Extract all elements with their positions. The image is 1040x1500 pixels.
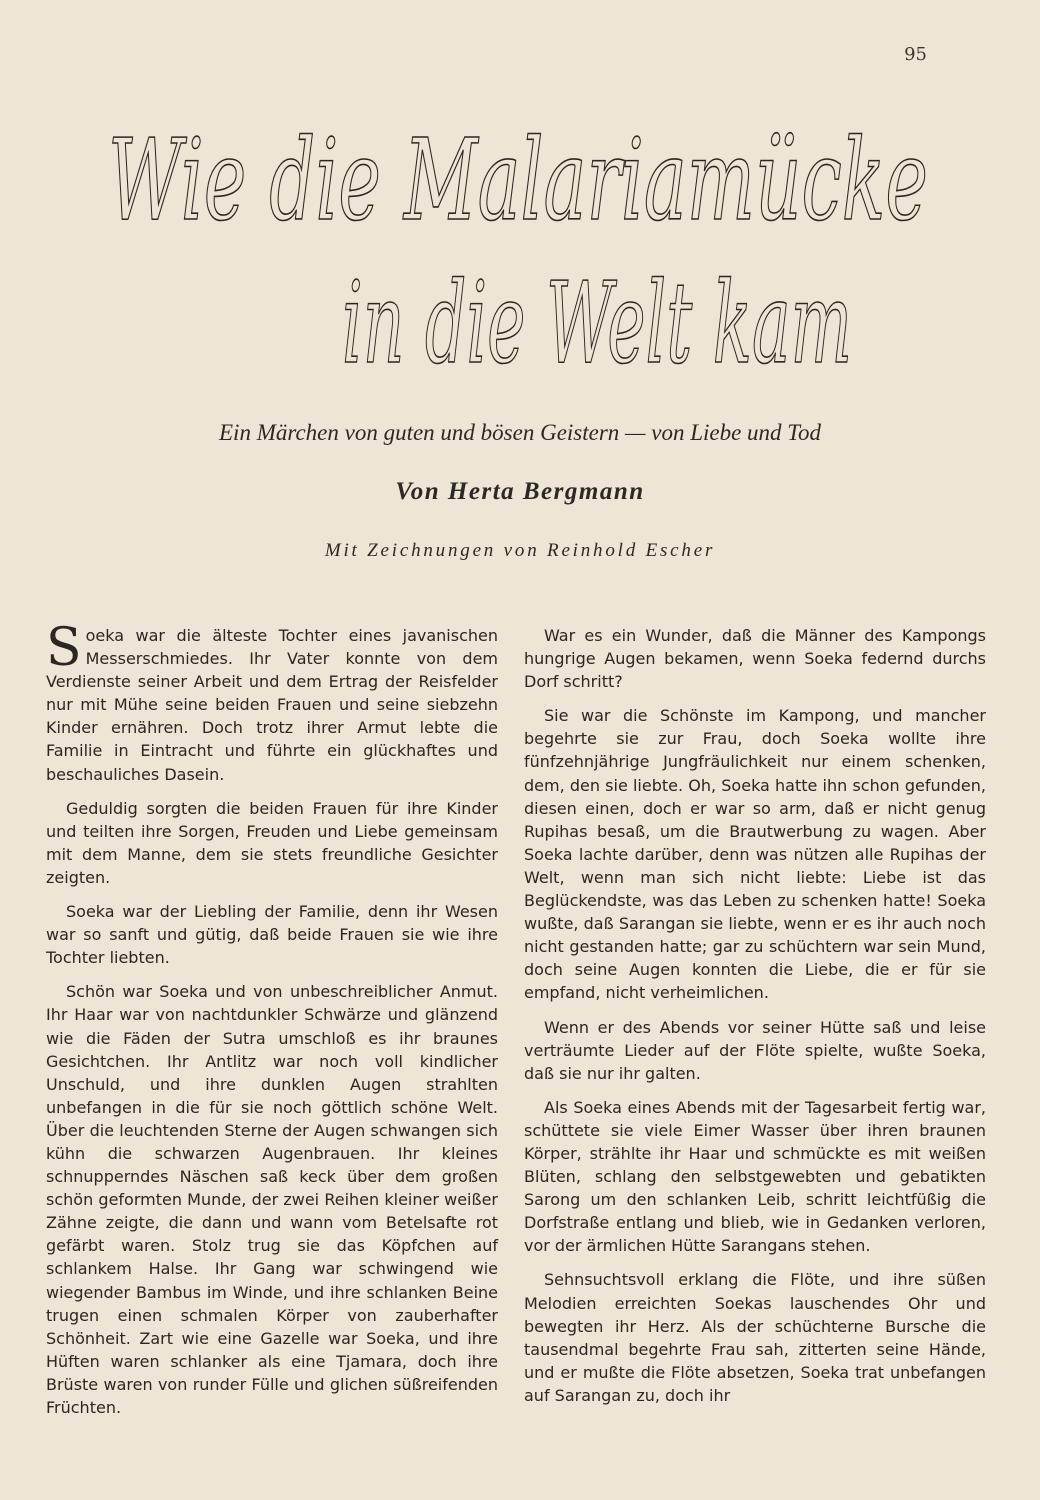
left-column — [46, 618, 498, 1430]
right-column — [524, 624, 986, 1418]
drop-cap: S — [46, 618, 82, 678]
title-line-2: in die Welt kam — [342, 259, 852, 384]
paragraph: Soeka war der Liebling der Familie, denn ihr Wesen war so sanft und gütig, daß beide Frauen sie wie ihre Tochter liebten. — [46, 902, 498, 968]
illustrator-credit: Mit Zeichnungen von Reinhold Escher — [324, 540, 716, 561]
paragraph: Sehnsuchtsvoll erklang die Flöte, und ihre süßen Melodien erreichten Soekas lauschendes Ohr und bewegten ihr Herz. Als der schüchterne Bursche die tausendmal begehrte Frau sah, zitterten seine Hände, und er mußte die Flöte absetzen, Soeka trat unbefangen auf Sarangan zu, doch ihr — [524, 1270, 986, 1405]
paragraph: Schön war Soeka und von unbeschreiblicher Anmut. Ihr Haar war von nachtdunkler Schwärze und glänzend wie die Fäden der Sutra umschloß es ihr braunes Gesichtchen. Ihr Antlitz war noch voll kindlicher Unschuld, und ihre dunklen Augen strahlten unbefangen in die für sie noch göttlich schöne Welt. Über die leuchtenden Sterne der Augen schwangen sich kühn die schwarzen Augenbrauen. Ihr kleines schnupperndes Näschen saß keck über dem großen schön geformten Munde, der zwei Reihen kleiner weißer Zähne zeigte, die dann und wann vom Betelsafte rot gefärbt waren. Stolz trug sie das Köpfchen auf schlankem Halse. Ihr Gang war schwingend wie wiegender Bambus im Winde, und ihre schlanken Beine trugen einen schmalen Körper von zauberhafter Schönheit. Zart wie eine Gazelle war Soeka, und ihre Hüften waren schlanker als eine Tjamara, doch ihre Brüste waren von runder Fülle und glichen süßreifenden Früchten. — [46, 982, 498, 1417]
paragraph: War es ein Wunder, daß die Männer des Kampongs hungrige Augen bekamen, wenn Soeka federnd durchs Dorf schritt? — [524, 626, 986, 692]
author-byline: Von Herta Bergmann — [395, 478, 645, 505]
paragraph: Geduldig sorgten die beiden Frauen für ihre Kinder und teilten ihre Sorgen, Freuden und Liebe gemeinsam mit dem Manne, dem sie stets freundliche Gesichter zeigten. — [46, 798, 498, 887]
paragraph: Als Soeka eines Abends mit der Tagesarbeit fertig war, schüttete sie viele Eimer Wasser über ihren braunen Körper, strählte ihr Haar und schmückte es mit weißen Blüten, schlang den selbstgewebten und gebatikten Sarong um den schlanken Leib, schritt leichtfüßig die Dorfstraße entlang und blieb, wie in Gedanken verloren, vor der ärmlichen Hütte Sarangans stehen. — [524, 1097, 986, 1256]
paragraph: Wenn er des Abends vor seiner Hütte saß und leise verträumte Lieder auf der Flöte spielte, wußte Soeka, daß sie nur ihr galten. — [524, 1017, 986, 1083]
paragraph — [46, 618, 498, 786]
handwritten-title — [104, 84, 944, 384]
title-line-1: Wie die Malariamücke — [108, 116, 928, 246]
paragraph: Sie war die Schönste im Kampong, und mancher begehrte sie zur Frau, doch Soeka wollte ihre fünfzehnjährige Jungfräulichkeit nur einem schenken, dem, den sie liebte. Oh, Soeka hatte ihn schon gefunden, diesen einen, doch er war so arm, daß er nicht genug Rupihas besaß, um die Brautwerbung zu wagen. Aber Soeka lachte darüber, denn was nützen alle Rupihas der Welt, wenn man sich nicht liebte: Liebe ist das Beglückendste, was das Leben zu schenken hatte! Soeka wußte, daß Sarangan sie liebte, wenn er es ihr auch noch nicht gestanden hatte; gar zu schüchtern war sein Mund, doch seine Augen konnten die Liebe, die er für sie empfand, nicht verheimlichen. — [524, 706, 986, 1003]
subtitle: Ein Märchen von guten und bösen Geistern — von Liebe und Tod — [219, 420, 821, 445]
paragraph-text: oeka war die älteste Tochter eines javanischen Messerschmiedes. Ihr Vater konnte von dem Verdienste seiner Arbeit und dem Ertrag der Reisfelder nur mit Mühe seine beiden Frauen und seine siebzehn Kinder ernähren. Doch trotz ihrer Armut lebte die Familie in Eintracht und führte ein glückhaftes und beschauliches Dasein. — [46, 626, 498, 784]
page-number: 95 — [904, 44, 927, 65]
